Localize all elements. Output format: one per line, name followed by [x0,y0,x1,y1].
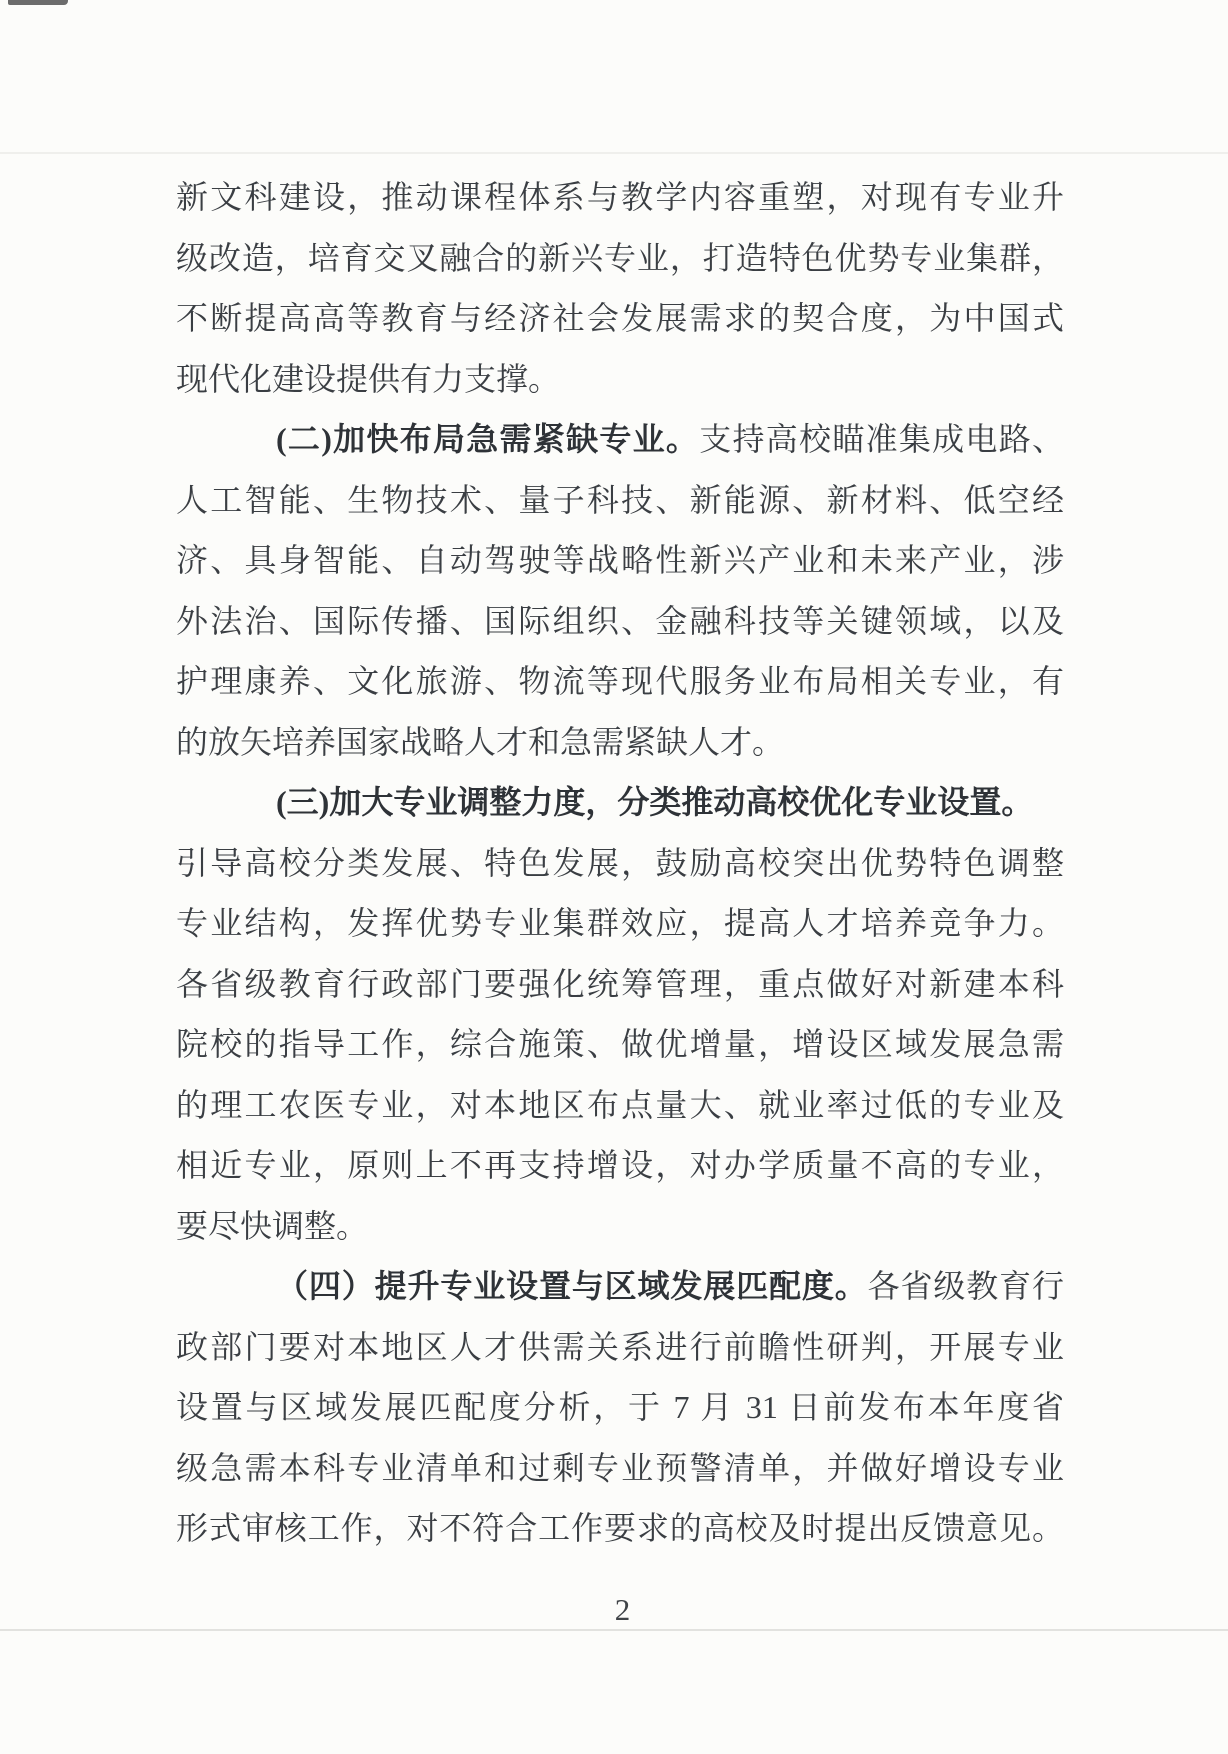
text-line: 新文科建设，推动课程体系与教学内容重塑，对现有专业升 [176,179,1064,215]
text-line: 不断提高高等教育与经济社会发展需求的契合度，为中国式 [176,300,1064,336]
scan-smudge [8,0,68,5]
text-line: 相近专业，原则上不再支持增设，对办学质量不高的专业， [176,1147,1064,1183]
section-4-heading: （四）提升专业设置与区域发展匹配度。 [276,1268,868,1304]
text-line: 济、具身智能、自动驾驶等战略性新兴产业和未来产业，涉 [176,542,1064,578]
text-line: 级急需本科专业清单和过剩专业预警清单，并做好增设专业 [176,1449,1064,1486]
text-line: 现代化建设提供有力支撑。 [176,360,561,397]
section-4-heading-line [176,1256,1064,1317]
document-body [176,167,1064,1559]
text-line: 护理康养、文化旅游、物流等现代服务业布局相关专业，有 [176,663,1064,699]
section-2-heading-line [176,409,1064,470]
section-4-lead-text: 各省级教育行 [867,1268,1064,1304]
section-2-lead-text: 支持高校瞄准集成电路、 [699,421,1064,457]
text-line: 形式审核工作，对不符合工作要求的高校及时提出反馈意见。 [176,1510,1064,1546]
text-line: 要尽快调整。 [176,1207,369,1244]
text-line: 级改造，培育交叉融合的新兴专业，打造特色优势专业集群， [176,239,1064,276]
text-line: 引导高校分类发展、特色发展，鼓励高校突出优势特色调整 [176,844,1064,881]
scan-streak [0,1629,1228,1631]
text-line: 设置与区域发展匹配度分析，于 7 月 31 日前发布本年度省 [176,1389,1064,1425]
section-2-heading: (二)加快布局急需紧缺专业。 [276,421,700,457]
scan-streak [0,152,1228,154]
text-line: 院校的指导工作，综合施策、做优增量，增设区域发展急需 [176,1026,1064,1062]
text-line: 专业结构，发挥优势专业集群效应，提高人才培养竞争力。 [176,905,1064,941]
section-3-heading: (三)加大专业调整力度，分类推动高校优化专业设置。 [276,784,1034,820]
page-number: 2 [614,1592,632,1627]
section-3-heading-line [176,772,1064,833]
text-line: 的理工农医专业，对本地区布点量大、就业率过低的专业及 [176,1086,1064,1123]
text-line: 的放矢培养国家战略人才和急需紧缺人才。 [176,723,785,760]
text-line: 各省级教育行政部门要强化统筹管理，重点做好对新建本科 [176,965,1064,1002]
text-line: 政部门要对本地区人才供需关系进行前瞻性研判，开展专业 [176,1328,1064,1365]
text-line: 人工智能、生物技术、量子科技、新能源、新材料、低空经 [176,481,1064,518]
text-line: 外法治、国际传播、国际组织、金融科技等关键领域，以及 [176,602,1064,639]
